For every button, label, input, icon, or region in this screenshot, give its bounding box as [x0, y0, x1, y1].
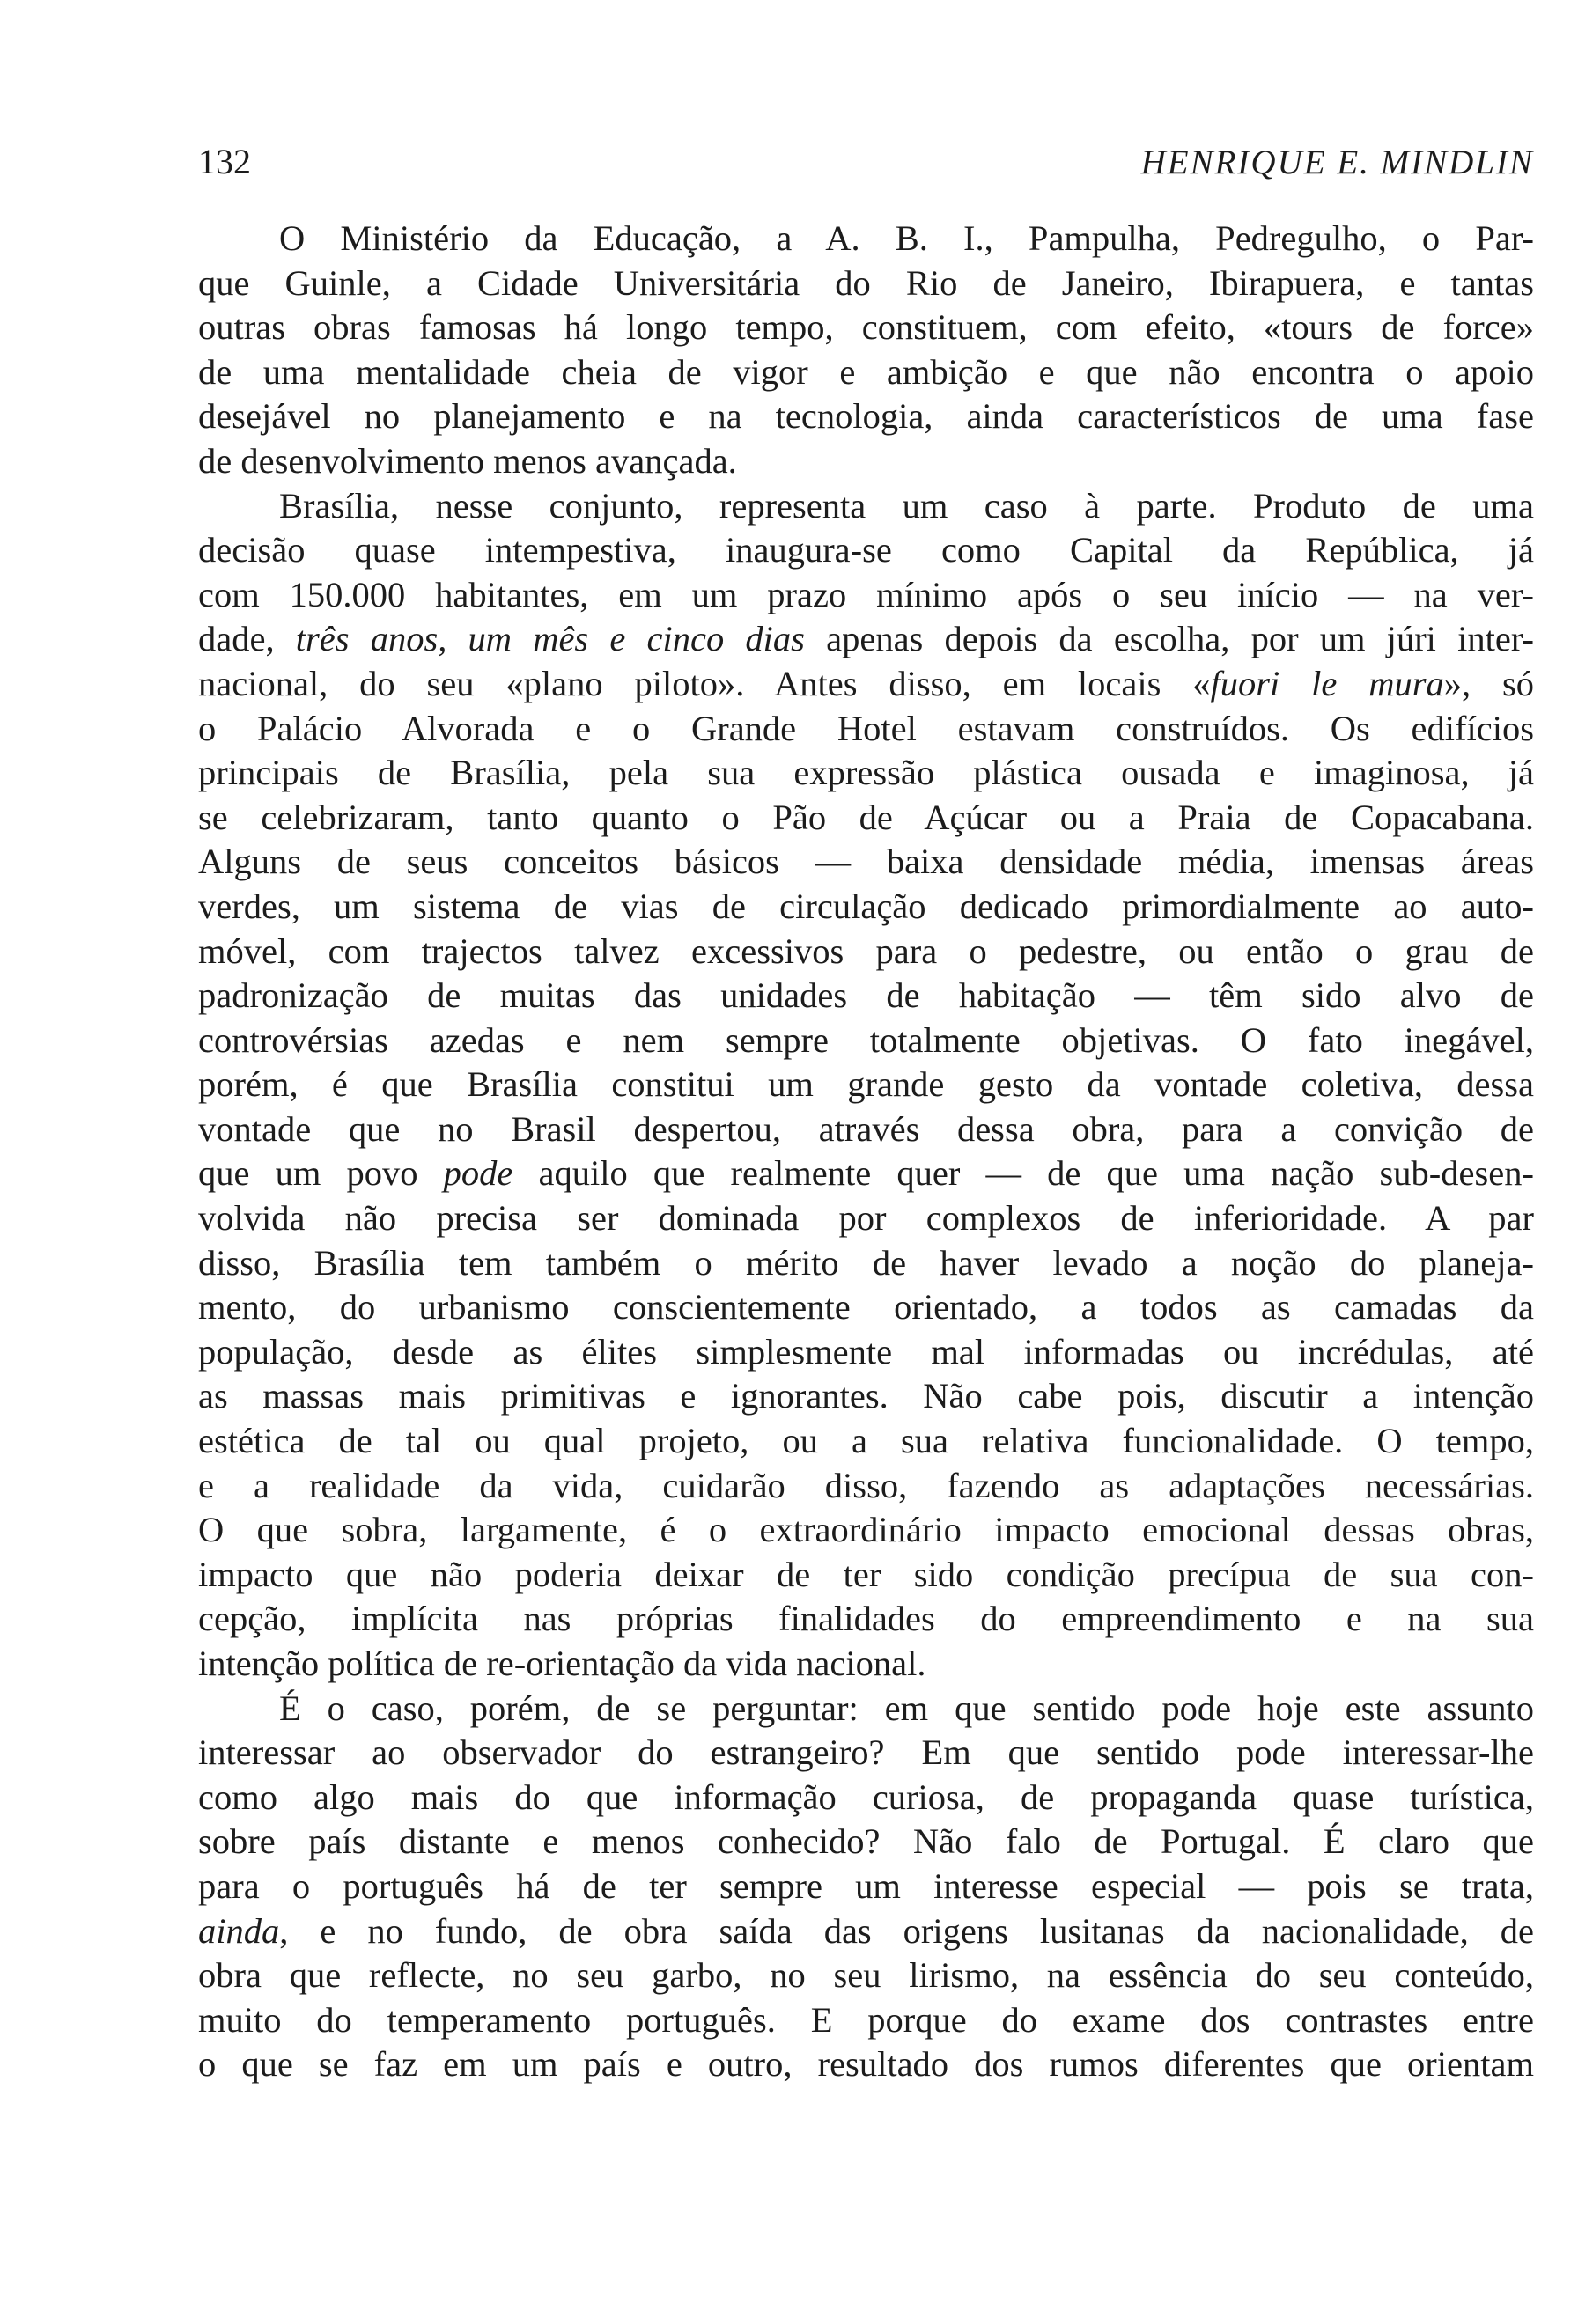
text-line	[198, 930, 1534, 974]
text-line	[198, 1196, 1534, 1241]
paragraph	[198, 1687, 1534, 2087]
text-line	[198, 1731, 1534, 1776]
page-header	[198, 141, 1534, 182]
page-number: 132	[198, 142, 251, 181]
text-line	[198, 1597, 1534, 1642]
text-run: intenção política de re-orientação da vida nacional.	[198, 1644, 926, 1683]
text-run: impacto que não poderia deixar de ter sido condição precípua de sua con-	[198, 1554, 1534, 1594]
text-run: volvida não precisa ser dominada por complexos de inferioridade. A par	[198, 1198, 1534, 1239]
paragraph	[198, 484, 1534, 1687]
text-run: outras obras famosas há longo tempo, constituem, com efeito, «tours de force»	[198, 307, 1534, 348]
text-line	[198, 885, 1534, 930]
italic-text: fuori le mura	[1210, 663, 1444, 703]
text-line	[198, 350, 1534, 395]
text-run: o Palácio Alvorada e o Grande Hotel estavam construídos. Os edifícios	[198, 708, 1534, 748]
text-run: muito do temperamento português. E porque do exame dos contrastes entre	[198, 1999, 1534, 2040]
text-run: desejável no planejamento e na tecnologia, ainda característicos de uma fase	[198, 396, 1534, 437]
text-run: O que sobra, largamente, é o extraordinário impacto emocional dessas obras,	[198, 1510, 1534, 1550]
text-line	[198, 1864, 1534, 1909]
text-run: se celebrizaram, tanto quanto o Pão de Açúcar ou a Praia de Copacabana.	[198, 797, 1534, 837]
text-run: Brasília, nesse conjunto, representa um caso à parte. Produto de uma	[279, 485, 1534, 526]
text-line	[198, 1330, 1534, 1375]
text-run: cepção, implícita nas próprias finalidades do empreendimento e na sua	[198, 1599, 1534, 1639]
text-run: », só	[1443, 663, 1534, 703]
text-run: nacional, do seu «plano piloto». Antes disso, em locais «	[198, 663, 1211, 703]
text-line	[198, 1508, 1534, 1553]
text-line	[198, 573, 1534, 618]
text-run: decisão quase intempestiva, inaugura-se como Capital da República, já	[198, 530, 1534, 570]
text-line	[198, 707, 1534, 752]
text-run: de desenvolvimento menos avançada.	[198, 440, 737, 481]
text-line	[198, 1776, 1534, 1820]
text-line	[198, 528, 1534, 573]
text-line	[198, 840, 1534, 885]
text-line	[198, 1998, 1534, 2043]
text-run: móvel, com trajectos talvez excessivos para o pedestre, ou então o grau de	[198, 930, 1534, 971]
text-line	[198, 1909, 1534, 1954]
text-line	[198, 2042, 1534, 2087]
text-run: É o caso, porém, de se perguntar: em que sentido pode hoje este assunto	[279, 1688, 1534, 1728]
text-line	[198, 796, 1534, 841]
text-run: que um povo	[198, 1153, 444, 1194]
text-line	[198, 1063, 1534, 1107]
text-line	[198, 662, 1534, 707]
text-line	[198, 1953, 1534, 1998]
text-run: que Guinle, a Cidade Universitária do Rio de Janeiro, Ibirapuera, e tantas	[198, 262, 1534, 303]
running-head: HENRIQUE E. MINDLIN	[1140, 143, 1534, 181]
text-line	[198, 1374, 1534, 1419]
text-run: as massas mais primitivas e ignorantes. Não cabe pois, discutir a intenção	[198, 1376, 1534, 1416]
text-line	[198, 261, 1534, 306]
text-run: e a realidade da vida, cuidarão disso, fazendo as adaptações necessárias.	[198, 1465, 1534, 1505]
text-run: obra que reflecte, no seu garbo, no seu lirismo, na essência do seu conteúdo,	[198, 1955, 1534, 1996]
text-run: aquilo que realmente quer — de que uma nação sub-desen-	[512, 1153, 1534, 1194]
text-run: de uma mentalidade cheia de vigor e ambição e que não encontra o apoio	[198, 351, 1534, 392]
text-run: principais de Brasília, pela sua expressão plástica ousada e imaginosa, já	[198, 753, 1534, 793]
text-line	[198, 617, 1534, 662]
text-line	[198, 751, 1534, 796]
text-run: interessar ao observador do estrangeiro? Em que sentido pode interessar-lhe	[198, 1732, 1534, 1773]
text-run: o que se faz em um país e outro, resultado dos rumos diferentes que orientam	[198, 2044, 1534, 2085]
italic-text: três anos, um mês e cinco dias	[295, 619, 805, 659]
text-run: dade,	[198, 619, 296, 659]
text-run: população, desde as élites simplesmente mal informadas ou incrédulas, até	[198, 1331, 1534, 1372]
text-line	[198, 1019, 1534, 1063]
text-run: vontade que no Brasil despertou, através dessa obra, para a convição de	[198, 1108, 1534, 1149]
text-run: estética de tal ou qual projeto, ou a sua relativa funcionalidade. O tempo,	[198, 1421, 1534, 1461]
text-line	[198, 974, 1534, 1019]
text-run: disso, Brasília tem também o mérito de haver levado a noção do planeja-	[198, 1242, 1534, 1283]
italic-text: pode	[443, 1153, 513, 1194]
text-run: , e no fundo, de obra saída das origens lusitanas da nacionalidade, de	[279, 1910, 1534, 1951]
text-line	[198, 394, 1534, 439]
text-line	[198, 439, 1534, 484]
text-run: sobre país distante e menos conhecido? Não falo de Portugal. É claro que	[198, 1821, 1534, 1862]
text-line	[198, 1687, 1534, 1732]
text-run: porém, é que Brasília constitui um grande gesto da vontade coletiva, dessa	[198, 1064, 1534, 1105]
text-run: Alguns de seus conceitos básicos — baixa densidade média, imensas áreas	[198, 842, 1534, 882]
text-line	[198, 1241, 1534, 1286]
text-run: verdes, um sistema de vias de circulação dedicado primordialmente ao auto-	[198, 886, 1534, 926]
text-run: apenas depois da escolha, por um júri inter-	[804, 619, 1535, 659]
text-run: O Ministério da Educação, a A. B. I., Pampulha, Pedregulho, o Par-	[279, 218, 1534, 258]
text-line	[198, 1464, 1534, 1509]
text-run: controvérsias azedas e nem sempre totalmente objetivas. O fato inegável,	[198, 1019, 1534, 1060]
text-line	[198, 1820, 1534, 1864]
italic-text: ainda	[198, 1910, 280, 1951]
text-line	[198, 1419, 1534, 1464]
text-run: como algo mais do que informação curiosa, de propaganda quase turística,	[198, 1776, 1534, 1817]
text-run: para o português há de ter sempre um interesse especial — pois se trata,	[198, 1865, 1534, 1906]
text-run: mento, do urbanismo conscientemente orientado, a todos as camadas da	[198, 1287, 1534, 1327]
body-text	[198, 217, 1534, 2087]
text-line	[198, 1285, 1534, 1330]
text-line	[198, 217, 1534, 261]
text-line	[198, 305, 1534, 350]
text-line	[198, 484, 1534, 529]
text-line	[198, 1107, 1534, 1152]
text-line	[198, 1642, 1534, 1687]
text-run: padronização de muitas das unidades de habitação — têm sido alvo de	[198, 975, 1534, 1016]
text-line	[198, 1151, 1534, 1196]
paragraph	[198, 217, 1534, 484]
text-line	[198, 1553, 1534, 1598]
text-run: com 150.000 habitantes, em um prazo mínimo após o seu início — na ver-	[198, 574, 1534, 614]
